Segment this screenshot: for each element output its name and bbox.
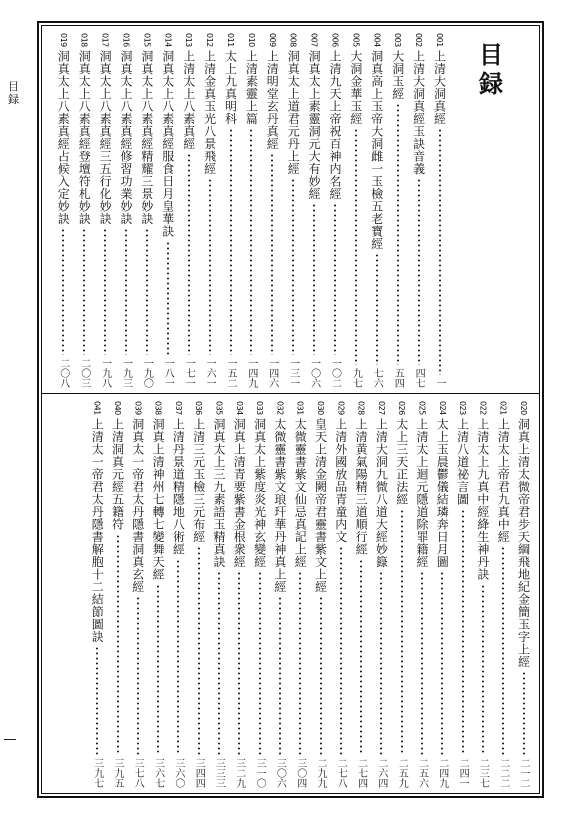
entry-page: 一〇二 [329, 358, 341, 388]
entry-page: 一九三 [120, 358, 132, 388]
entry-number: 032 [275, 401, 285, 415]
leader-dots [279, 596, 281, 755]
leader-dots [137, 596, 139, 755]
entry-number: 030 [316, 401, 325, 415]
leader-dots [238, 571, 240, 755]
entry-title: 上清大洞真經玉訣音義 [411, 50, 426, 175]
entry-page: 一九八 [99, 358, 111, 388]
entry-page: 一七一 [183, 358, 195, 388]
margin-char-2: 録 [8, 93, 19, 106]
entry-number: 011 [226, 33, 235, 47]
leader-dots [482, 584, 484, 756]
entry-number: 034 [234, 401, 244, 415]
entry-title: 上清黄氣陽精三道順行經 [354, 418, 369, 556]
entry-title: 洞真太上三九素語玉精真訣 [212, 418, 226, 568]
entry-page: 二〇三 [78, 358, 90, 388]
entry-number: 021 [498, 401, 508, 415]
entry-page: 三〇四 [294, 758, 306, 788]
entry-title: 上清洞真元經五籍符 [110, 418, 125, 531]
entry-number: 038 [153, 401, 163, 415]
leader-dots [259, 571, 261, 755]
entry-title: 洞真上清神州七轉七變舞天經 [151, 418, 166, 581]
entry-title: 洞真太上八素真經服食日月皇華訣 [160, 50, 175, 238]
entry-title: 洞真太上八素真經登壇符札妙訣 [77, 50, 92, 225]
entry-title: 上清素靈上篇 [244, 50, 259, 125]
entry-number: 003 [393, 33, 403, 47]
entry-number: 028 [356, 401, 366, 415]
entry-number: 024 [437, 401, 447, 415]
leader-dots [218, 571, 220, 755]
entry-number: 027 [376, 401, 386, 415]
toc-entry [191, 401, 206, 788]
entry-number: 004 [372, 33, 382, 47]
entry-number: 005 [351, 33, 361, 47]
entry-page: 二九九 [315, 758, 326, 788]
entry-title: 大洞玉經 [390, 50, 405, 100]
toc-entry [110, 401, 125, 788]
leader-dots [299, 571, 301, 755]
entry-page: 一四六 [266, 358, 278, 388]
toc-entry [435, 401, 450, 788]
entry-page: 二五六 [416, 758, 428, 788]
toc-entry [252, 401, 267, 788]
entry-page: 一九〇 [141, 358, 153, 388]
entry-number: 031 [295, 401, 305, 415]
entry-page: 三六七 [152, 758, 164, 788]
entry-number: 025 [417, 401, 427, 415]
entry-title: 上清大洞九微八道大經妙籙 [374, 418, 389, 568]
entry-number: 019 [58, 33, 68, 47]
entry-title: 上清八道祕言圖 [455, 418, 470, 506]
entry-title: 上清三元玉檢三元布經 [191, 418, 206, 543]
entry-page: 二一二 [518, 758, 529, 788]
entry-title: 太上玉晨鬱儀結璘奔日月圖 [435, 418, 450, 568]
entry-title: 洞真太上八素真經三五行化妙訣 [98, 50, 113, 225]
entry-number: 002 [414, 33, 424, 47]
entry-page: 三二九 [233, 758, 245, 788]
leader-dots [157, 584, 159, 756]
toc-entry [496, 401, 511, 788]
entry-page: 三九七 [91, 758, 103, 788]
entry-page: 五四 [392, 368, 404, 388]
leader-dots [96, 646, 98, 755]
entry-title: 上清外國放品青童内文 [333, 418, 348, 543]
entry-page: 一三一 [287, 358, 299, 388]
entry-title: 洞真太上八素真經精耀三景妙訣 [139, 50, 154, 225]
entry-number: 041 [92, 401, 102, 415]
toc-entry [90, 401, 105, 788]
toc-entry [151, 401, 166, 788]
entry-number: 008 [288, 33, 298, 47]
entry-number: 013 [184, 33, 194, 47]
entry-page: 二三七 [477, 758, 489, 788]
entry-number: 023 [458, 401, 468, 415]
toc-entry [374, 401, 389, 788]
entry-page: 二〇八 [57, 358, 69, 388]
toc-entry [415, 401, 430, 788]
entry-title: 上清大洞真經 [432, 50, 447, 125]
entry-title: 洞真太上紫度炎光神玄變經 [252, 418, 267, 568]
leader-dots [340, 546, 342, 755]
entry-title: 洞真上清太微帝君步天綱飛地紀金簡玉字上經 [516, 418, 531, 668]
entry-number: 001 [435, 33, 444, 47]
entry-number: 018 [79, 33, 89, 47]
entry-title: 皇天上清金闕帝君靈書紫文上經 [313, 418, 328, 593]
toc-entry [232, 401, 247, 788]
toc-entry [394, 401, 409, 788]
entry-number: 035 [214, 401, 224, 415]
entry-page: 一六一 [204, 358, 216, 388]
entry-number: 029 [336, 401, 346, 415]
entry-page: 二二二 [497, 758, 509, 788]
entry-page: 一八一 [162, 358, 174, 388]
toc-entry [130, 401, 145, 788]
toc-entry [212, 401, 227, 788]
entry-title: 上清丹景道精隱地八術經 [171, 418, 186, 556]
entry-number: 022 [478, 401, 488, 415]
entry-page: 四七 [413, 368, 425, 388]
toc-entry [333, 401, 348, 788]
toc-entry [516, 401, 531, 788]
entry-title: 上清太上八素真經 [181, 50, 196, 150]
entry-title: 洞真太上道君元丹上經 [286, 50, 301, 175]
leader-dots [441, 571, 443, 755]
entry-page: 三三三 [213, 758, 225, 788]
entry-page: 二六四 [375, 758, 387, 788]
entry-number: 026 [397, 401, 407, 415]
entry-page: 三一〇 [254, 758, 266, 788]
entry-title: 太上三天正法經 [394, 418, 409, 506]
leader-dots [401, 509, 403, 756]
entry-number: 012 [205, 33, 215, 47]
leader-dots [502, 546, 504, 755]
margin-char-1: 目 [8, 80, 19, 93]
entry-title: 上清太上迴元隱道除罪籍經 [415, 418, 429, 568]
leader-dots [523, 671, 525, 755]
leader-dots [177, 559, 179, 756]
entry-page: 三六〇 [172, 758, 184, 788]
entry-page: 一五二 [225, 358, 236, 388]
entry-number: 010 [246, 33, 256, 47]
entry-page: 二五九 [396, 758, 408, 788]
entry-title: 太上九真明科 [223, 50, 238, 125]
entry-number: 036 [194, 401, 204, 415]
leader-dots [320, 596, 322, 755]
entry-number: 009 [267, 33, 277, 47]
entry-number: 020 [519, 401, 528, 415]
entry-page: 二四九 [436, 758, 448, 788]
entry-title: 大洞金華玉經 [348, 50, 363, 125]
entry-page: 七六 [371, 368, 383, 388]
entry-page: 一四九 [245, 358, 257, 388]
leader-dots [360, 559, 362, 756]
entry-page: 九七 [350, 368, 362, 388]
entry-number: 037 [173, 401, 183, 415]
toc-entry [475, 401, 490, 788]
entry-page: 三四四 [193, 758, 205, 788]
toc-entry [455, 401, 470, 788]
entry-page: 二四一 [457, 758, 469, 788]
entry-title: 太微靈書紫文琅玕華丹神真上經 [272, 418, 287, 593]
toc-entry [313, 401, 328, 788]
entry-title: 洞真上清青要紫書金根衆經 [232, 418, 247, 568]
entry-number: 039 [133, 401, 143, 415]
entry-number: 040 [113, 401, 122, 415]
entry-number: 006 [330, 33, 340, 47]
entry-title: 上清金真玉光八景飛經 [202, 50, 217, 175]
leader-dots [198, 546, 200, 755]
leader-dots [421, 571, 423, 755]
entry-title: 洞真太一帝君太丹隱書洞真玄經 [130, 418, 145, 593]
entry-number: 033 [255, 401, 265, 415]
toc-entry [354, 401, 369, 788]
leader-dots [117, 534, 119, 756]
leader-dots [462, 509, 464, 756]
entry-page: 三七八 [132, 758, 144, 788]
entry-page: 一〇六 [308, 358, 320, 388]
entry-title: 洞真太上八素真經修習功業妙訣 [119, 50, 133, 225]
toc-entry [293, 401, 308, 788]
toc-heading-char-1: 目 [479, 41, 503, 69]
entry-number: 015 [142, 33, 152, 47]
entry-title: 洞真高上玉帝大洞雌一玉檢五老寶經 [369, 50, 384, 250]
entry-number: 016 [121, 33, 131, 47]
toc-entry [171, 401, 186, 788]
entry-title: 上清太上帝君九真中經 [496, 418, 511, 543]
entry-number: 017 [100, 33, 110, 47]
entry-title: 上清太一帝君太丹隱書解胞十二結節圖訣 [90, 418, 105, 643]
entry-page: 三〇六 [274, 758, 286, 788]
entry-title: 太微靈書紫文仙忌真記上經 [293, 418, 308, 568]
toc-heading-char-2: 録 [479, 70, 503, 98]
entry-page: 三九五 [112, 758, 123, 788]
entry-page: 二七四 [355, 758, 367, 788]
entry-number: 014 [163, 33, 173, 47]
entry-title: 上清明堂玄丹真經 [265, 50, 280, 150]
entry-page: 一 [434, 378, 445, 388]
entry-title: 上清九天上帝祝百神内名經 [328, 50, 342, 200]
toc-entry [272, 401, 287, 788]
leader-dots [380, 571, 382, 755]
entry-title: 上清太上九真中經絳生神丹訣 [475, 418, 490, 581]
entry-page: 二七八 [335, 758, 347, 788]
entry-number: 007 [309, 33, 319, 47]
entry-title: 洞真太上素靈洞元大有妙經 [307, 50, 322, 200]
entry-title: 洞真太上八素真經占候入定妙訣 [56, 50, 71, 225]
